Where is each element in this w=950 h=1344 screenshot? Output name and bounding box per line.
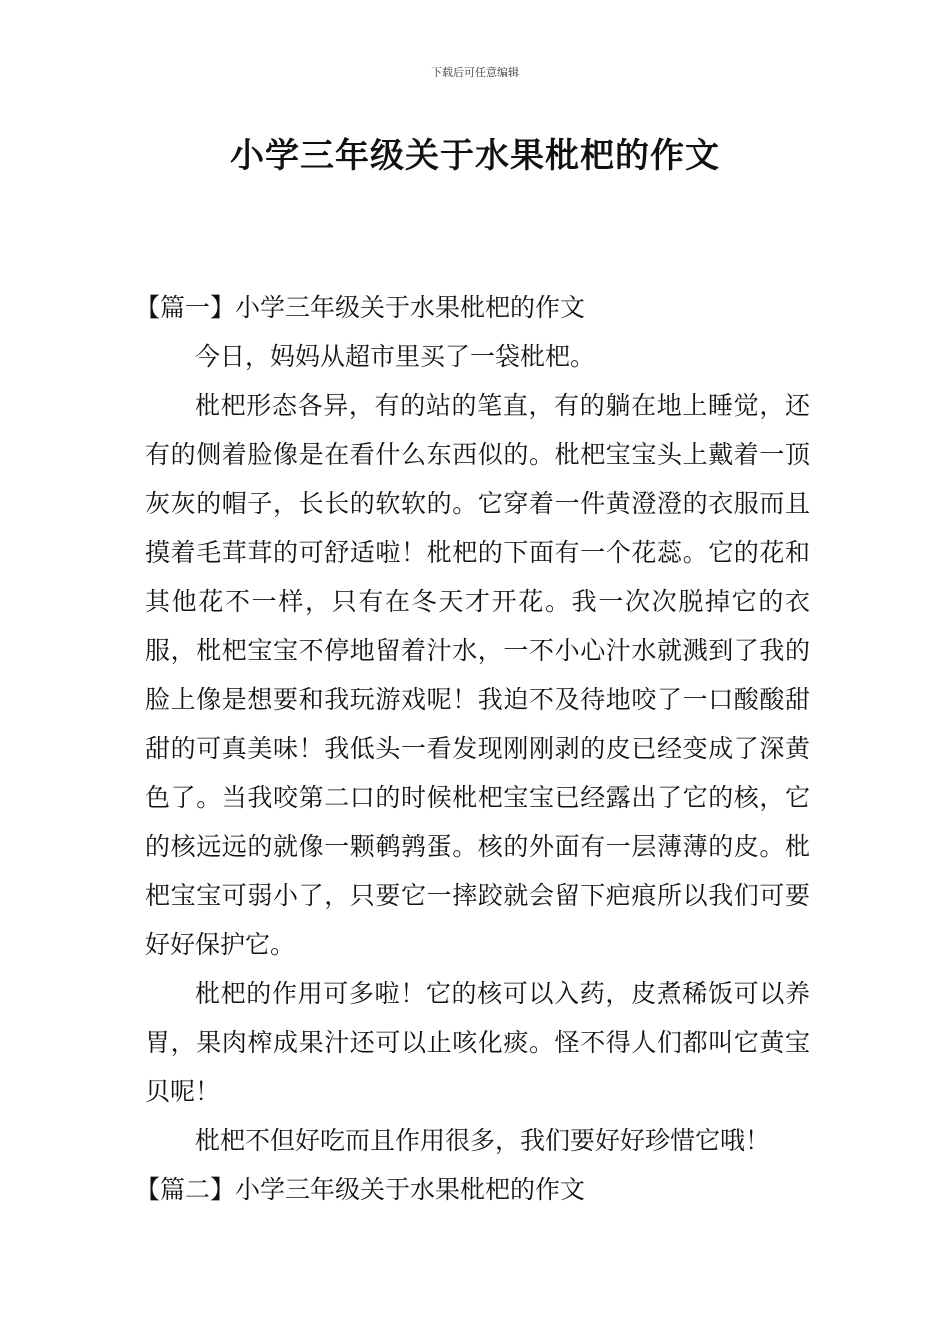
header-note: 下载后可任意编辑: [431, 66, 519, 79]
document-body: [135, 283, 810, 1214]
paragraph: 枇杷形态各异，有的站的笔直，有的躺在地上睡觉，还有的侧着脸像是在看什么东西似的。枇杷宝宝头上戴着一顶灰灰的帽子，长长的软软的。它穿着一件黄澄澄的衣服而且摸着毛茸茸的可舒适啦！枇杷的下面有一个花蕊。它的花和其他花不一样，只有在冬天才开花。我一次次脱掉它的衣服，枇杷宝宝不停地留着汁水，一不小心汁水就溅到了我的脸上像是想要和我玩游戏呢！我迫不及待地咬了一口酸酸甜甜的可真美味！我低头一看发现刚刚剥的皮已经变成了深黄色了。当我咬第二口的时候枇杷宝宝已经露出了它的核，它的核远远的就像一颗鹌鹑蛋。核的外面有一层薄薄的皮。枇杷宝宝可弱小了，只要它一摔跤就会留下疤痕所以我们可要好好保护它。: [145, 391, 810, 959]
section-heading-2: 【篇二】小学三年级关于水果枇杷的作文: [135, 1175, 586, 1204]
section-heading-1: 【篇一】小学三年级关于水果枇杷的作文: [135, 293, 586, 322]
document-title: 小学三年级关于水果枇杷的作文: [230, 136, 720, 176]
paragraph: 枇杷不但好吃而且作用很多，我们要好好珍惜它哦！: [195, 1126, 771, 1155]
paragraph: 枇杷的作用可多啦！它的核可以入药，皮煮稀饭可以养胃，果肉榨成果汁还可以止咳化痰。怪不得人们都叫它黄宝贝呢！: [145, 979, 810, 1106]
paragraph: 今日，妈妈从超市里买了一袋枇杷。: [195, 342, 596, 371]
